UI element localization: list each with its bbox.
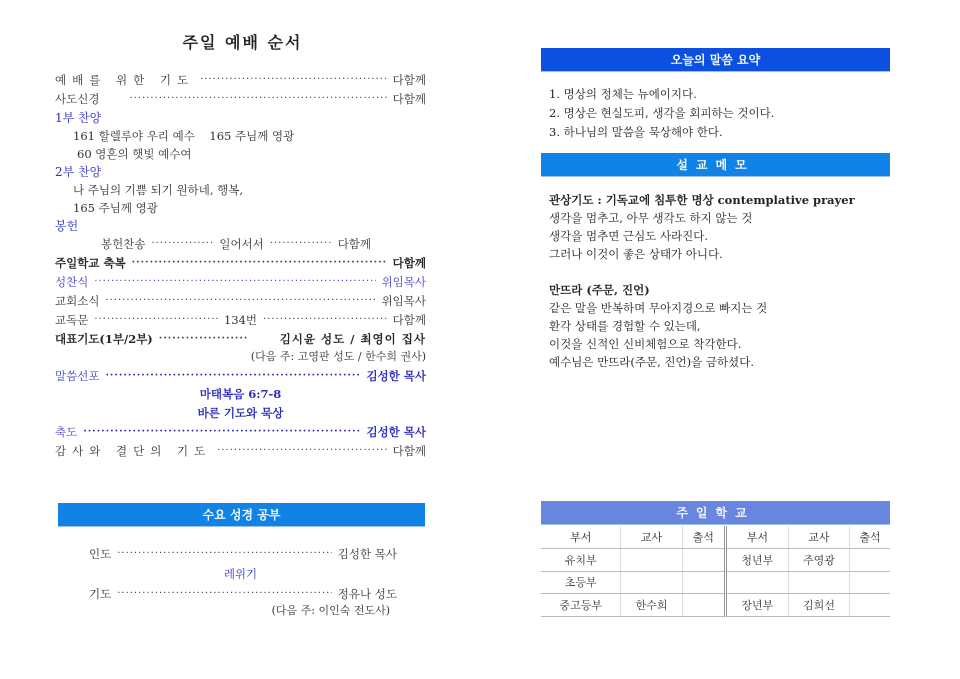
order-row-communion: 성찬식 ····· 위임목사 (55, 273, 426, 291)
memo-line: 같은 말을 반복하며 무아지경으로 빠지는 것 (549, 301, 768, 315)
memo-line: 생각을 멈추고, 아무 생각도 하지 않는 것 (549, 211, 753, 225)
leader-dots (105, 292, 375, 310)
summary-item: 1. 명상의 정체는 뉴에이지다. (549, 87, 697, 101)
order-row-announcements: 교회소식 ····· 위임목사 (55, 292, 426, 310)
summary-item: 3. 하나님의 말씀을 묵상해야 한다. (549, 125, 723, 139)
table-row (541, 594, 890, 617)
memo-header: 설교메모 (541, 153, 890, 177)
leader-dots (117, 585, 332, 603)
order-row-representative-prayer: 대표기도(1부/2부) ····· 김시윤 성도 / 최영이 집사 (55, 330, 426, 348)
table-cell: 장년부 (725, 594, 788, 617)
table-cell (621, 549, 682, 572)
leader-dots (132, 254, 387, 272)
sunday-school-table (541, 526, 890, 617)
memo-line: 그러나 이것이 좋은 상태가 아니다. (549, 247, 723, 261)
summary-item: 2. 명상은 현실도피, 생각을 회피하는 것이다. (549, 106, 775, 120)
offering-heading: 봉헌 (55, 219, 79, 233)
scripture-reference: 마태복음 6:7-8 (199, 387, 282, 401)
wednesday-study-header: 수요 성경 공부 (58, 503, 425, 527)
leader-dots (94, 311, 218, 329)
column-header: 교사 (788, 526, 849, 549)
praise2-line: 165 주님께 영광 (73, 201, 158, 215)
table-header-row (541, 526, 890, 549)
leader-dots (263, 311, 387, 329)
praise1-heading: 1부 찬양 (55, 111, 102, 125)
column-header: 부서 (725, 526, 788, 549)
table-cell (682, 571, 725, 594)
table-cell (682, 549, 725, 572)
order-row-creed: 사도신경 ····· 다함께 (55, 90, 426, 108)
order-row-closing-prayer: 감사와 결단의 기도 ····· 다함께 (55, 442, 426, 460)
prayer-next-week-note: (다음 주: 고영판 성도 / 한수희 권사) (250, 350, 426, 363)
sermon-title: 바른 기도와 묵상 (197, 406, 284, 420)
page-title: 주일 예배 순서 (182, 33, 303, 52)
offering-row: 봉헌찬송 ····· 일어서서 ····· 다함께 (101, 235, 371, 253)
column-header: 출석 (850, 526, 891, 549)
leader-dots (217, 442, 386, 460)
table-cell (788, 571, 849, 594)
summary-header: 오늘의 말씀 요약 (541, 48, 890, 72)
praise1-line: 60 영혼의 햇빛 예수여 (77, 147, 192, 161)
table-cell (850, 594, 891, 617)
leader-dots (83, 423, 360, 441)
table-cell: 초등부 (541, 571, 621, 594)
leader-dots (94, 273, 375, 291)
table-cell (621, 571, 682, 594)
leader-dots (200, 71, 387, 89)
order-row-responsive-reading: 교독문 ····· 134번 ····· 다함께 (55, 311, 426, 329)
leader-dots (105, 367, 360, 385)
column-header: 교사 (621, 526, 682, 549)
praise2-line: 나 주님의 기쁨 되기 원하네, 행복, (73, 183, 244, 197)
wednesday-prayer-row: 기도 ····· 정유나 성도 (89, 585, 397, 603)
table-cell: 주영광 (788, 549, 849, 572)
table-cell (850, 549, 891, 572)
table-cell (725, 571, 788, 594)
leader-dots (129, 90, 386, 108)
table-cell (682, 594, 725, 617)
table-cell: 김희선 (788, 594, 849, 617)
leader-dots (270, 235, 332, 253)
table-cell: 청년부 (725, 549, 788, 572)
order-row-benediction: 축도 ····· 김성한 목사 (55, 423, 426, 441)
column-header: 부서 (541, 526, 621, 549)
memo-line: 생각을 멈추면 근심도 사라진다. (549, 229, 709, 243)
praise2-heading: 2부 찬양 (55, 165, 102, 179)
leader-dots (159, 330, 249, 348)
table-row (541, 549, 890, 572)
leader-dots (151, 235, 213, 253)
praise1-line: 161 할렐루야 우리 예수 165 주님께 영광 (73, 129, 295, 143)
memo-heading: 관상기도 : 기독교에 침투한 명상 contemplative prayer (549, 193, 855, 207)
leader-dots (117, 545, 332, 563)
table-cell: 한수희 (621, 594, 682, 617)
table-cell: 유치부 (541, 549, 621, 572)
table-row (541, 571, 890, 594)
memo-line: 환각 상태를 경험할 수 있는데, (549, 319, 701, 333)
wednesday-next-note: (다음 주: 이인숙 전도사) (271, 604, 390, 617)
wednesday-book: 레위기 (223, 567, 258, 581)
memo-line: 이것을 신적인 신비체험으로 착각한다. (549, 337, 742, 351)
order-row-sunday-school-blessing: 주일학교 축복 ····· 다함께 (55, 254, 426, 272)
wednesday-leader-row: 인도 ····· 김성한 목사 (89, 545, 397, 563)
table-cell: 중고등부 (541, 594, 621, 617)
memo-line: 예수님은 만뜨라(주문, 진언)을 금하셨다. (549, 355, 754, 369)
memo-heading: 만뜨라 (주문, 진언) (549, 283, 650, 297)
column-header: 출석 (682, 526, 725, 549)
sunday-school-header: 주일학교 (541, 501, 890, 525)
order-row-sermon: 말씀선포 ····· 김성한 목사 (55, 367, 426, 385)
order-row-prayer: 예배를 위한 기도 ····· 다함께 (55, 71, 426, 89)
table-cell (850, 571, 891, 594)
